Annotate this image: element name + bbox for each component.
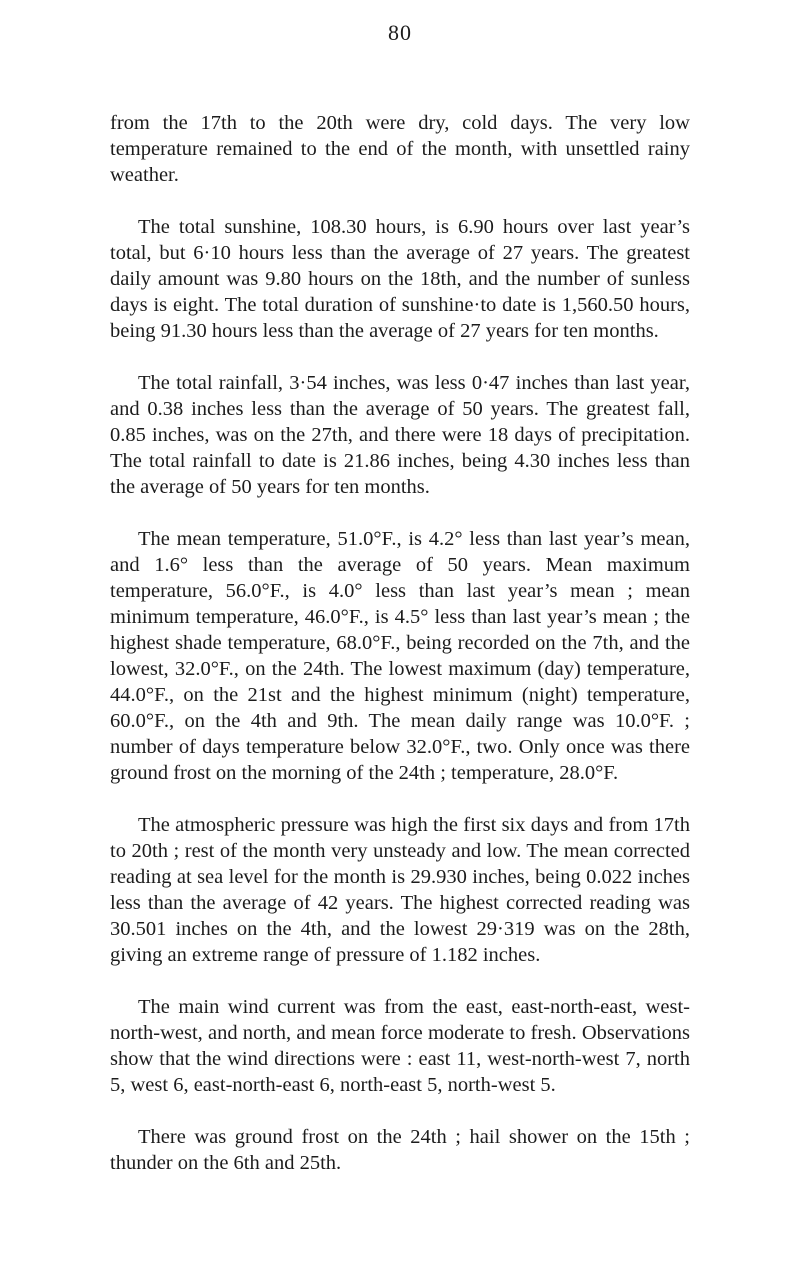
- paragraph-wind: The main wind current was from the east, east-north-east, west-north-west, and north, and mean force moderate to fresh. Observations show that the wind directions were : east 11, west-north-west 7, north 5, west 6, east-north-east 6, north-east 5, north-west 5.: [110, 996, 690, 1096]
- paragraph-rainfall: The total rainfall, 3·54 inches, was less 0·47 inches than last year, and 0.38 inches less than the average of 50 years. The greatest fall, 0.85 inches, was on the 27th, and there were 18 days of precipitation. The total rainfall to date is 21.86 inches, being 4.30 inches less than the average of 50 years for ten months.: [110, 372, 690, 498]
- page-number: 80: [388, 20, 412, 45]
- paragraph-temperature: The mean temperature, 51.0°F., is 4.2° less than last year’s mean, and 1.6° less than the average of 50 years. Mean maximum temperature, 56.0°F., is 4.0° less than last year’s mean ; mean minimum temperature, 46.0°F., is 4.5° less than last year’s mean ; the highest shade temperature, 68.0°F., being recorded on the 7th, and the lowest, 32.0°F., on the 24th. The lowest maximum (day) temperature, 44.0°F., on the 21st and the highest minimum (night) temperature, 60.0°F., on the 4th and 9th. The mean daily range was 10.0°F. ; number of days temperature below 32.0°F., two. Only once was there ground frost on the morning of the 24th ; temperature, 28.0°F.: [110, 528, 690, 784]
- document-body: [110, 110, 690, 1202]
- paragraph-sunshine: The total sunshine, 108.30 hours, is 6.90 hours over last year’s total, but 6·10 hours less than the average of 27 years. The greatest daily amount was 9.80 hours on the 18th, and the number of sunless days is eight. The total duration of sunshine·to date is 1,560.50 hours, being 91.30 hours less than the average of 27 years for ten months.: [110, 216, 690, 342]
- paragraph-other-phenomena: There was ground frost on the 24th ; hail shower on the 15th ; thunder on the 6th and 25th.: [110, 1126, 690, 1174]
- paragraph-pressure: The atmospheric pressure was high the first six days and from 17th to 20th ; rest of the month very unsteady and low. The mean corrected reading at sea level for the month is 29.930 inches, being 0.022 inches less than the average of 42 years. The highest corrected reading was 30.501 inches on the 4th, and the lowest 29·319 was on the 28th, giving an extreme range of pressure of 1.182 inches.: [110, 814, 690, 966]
- paragraph-weather-summary: from the 17th to the 20th were dry, cold days. The very low temperature remained to the end of the month, with unsettled rainy weather.: [110, 112, 690, 186]
